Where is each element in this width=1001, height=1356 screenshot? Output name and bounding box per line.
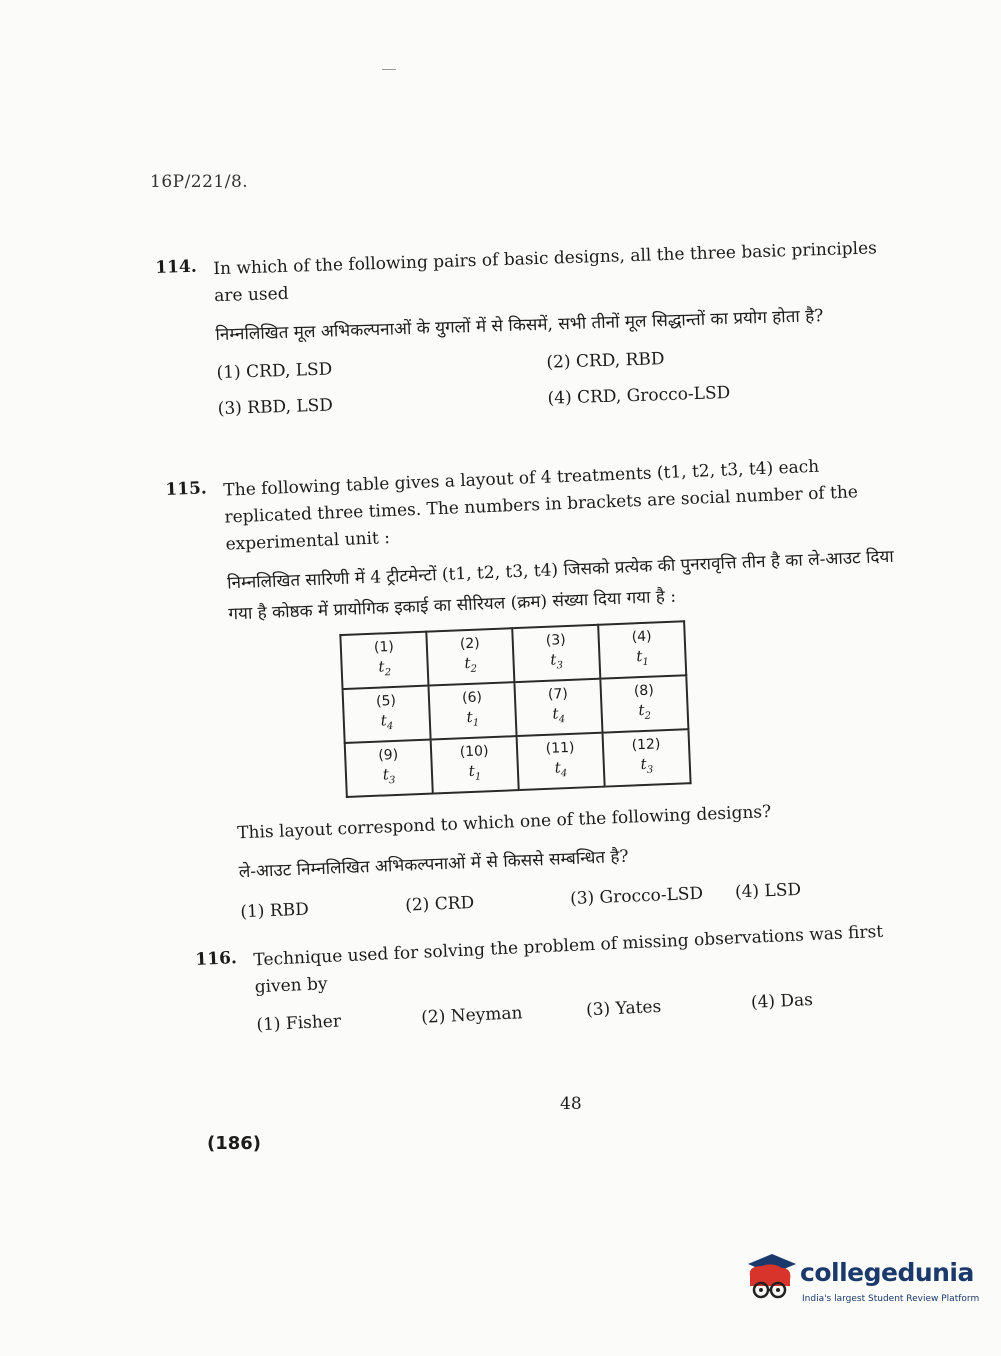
treatment-symbol: t <box>378 657 385 676</box>
treatment-label <box>431 706 514 734</box>
option-1: (1) RBD <box>240 899 310 923</box>
treatment-label <box>605 753 688 781</box>
question-number: 115. <box>165 478 208 500</box>
unit-serial-number: (4) <box>631 628 652 646</box>
unit-serial-number: (6) <box>461 689 483 707</box>
treatment-index: 3 <box>388 774 396 787</box>
treatment-index: 4 <box>386 721 394 733</box>
unit-serial-number: (7) <box>547 686 569 703</box>
table-cell <box>426 628 514 685</box>
set-code: (186) <box>207 1133 262 1154</box>
option-3: (3) Grocco-LSD <box>569 883 704 910</box>
treatment-label <box>343 656 426 684</box>
treatment-label <box>520 757 603 785</box>
option-4: (4) LSD <box>734 879 802 903</box>
option-1: (1) Fisher <box>256 1011 342 1036</box>
treatment-symbol: t <box>466 707 473 727</box>
unit-serial-number: (10) <box>459 743 489 761</box>
treatment-index: 1 <box>642 656 650 668</box>
unit-serial-number: (8) <box>633 682 655 700</box>
table-cell <box>514 679 602 736</box>
page-number: 48 <box>560 1094 582 1114</box>
paper-code: 16P/221/8. <box>150 172 249 192</box>
treatment-index: 1 <box>472 717 480 729</box>
treatment-layout-table <box>339 620 691 798</box>
treatment-label <box>601 645 684 673</box>
option-2: (2) CRD <box>404 892 475 916</box>
unit-serial-number: (9) <box>377 746 399 764</box>
treatment-label <box>345 710 428 738</box>
table-cell <box>602 729 690 786</box>
treatment-symbol: t <box>638 700 645 720</box>
treatment-index: 1 <box>474 771 482 783</box>
question-116 <box>195 916 938 1037</box>
treatment-symbol: t <box>640 754 647 774</box>
question-115 <box>165 450 922 924</box>
unit-serial-number: (12) <box>631 736 661 754</box>
treatment-index: 2 <box>644 710 652 722</box>
top-dash <box>382 69 396 70</box>
treatment-index: 2 <box>384 667 392 679</box>
unit-serial-number: (3) <box>545 632 566 649</box>
table-cell <box>512 625 600 682</box>
option-1: (1) CRD, LSD <box>216 359 333 384</box>
treatment-index: 4 <box>558 714 566 726</box>
option-4: (4) CRD, Grocco-LSD <box>547 383 731 409</box>
options <box>216 342 894 419</box>
question-text-hi: निम्नलिखित सारिणी में 4 ट्रीटमेन्टों (t1, t2, t3, t4) जिसको प्रत्येक की पुनरावृत्ति तीन है का ले-आउट दिया गया है कोष्ठक में प्रायोगिक इकाई का सीरियल (क्रम) संख्या दिया गया है : <box>226 546 895 625</box>
treatment-symbol: t <box>549 650 557 669</box>
table-cell <box>428 682 516 739</box>
treatment-symbol: t <box>464 653 471 673</box>
treatment-index: 2 <box>470 663 478 675</box>
question-number: 116. <box>195 948 238 970</box>
treatment-symbol: t <box>554 758 562 777</box>
collegedunia-logo <box>742 1252 980 1312</box>
treatment-symbol: t <box>635 646 643 666</box>
follow-up-text-hi: ले-आउट निम्नलिखित अभिकल्पनाओं में से किससे सम्बन्धित है? <box>238 846 629 883</box>
follow-up-text-en: This layout correspond to which one of the following designs? <box>236 801 772 844</box>
unit-serial-number: (2) <box>459 635 481 653</box>
table-cell <box>343 686 431 743</box>
treatment-label <box>348 764 431 792</box>
treatment-index: 4 <box>560 768 568 780</box>
treatment-symbol: t <box>382 765 390 784</box>
treatment-index: 3 <box>556 660 564 672</box>
treatment-symbol: t <box>380 711 388 730</box>
student-mascot-icon <box>742 1252 800 1312</box>
table-cell <box>517 733 605 790</box>
question-text-en: Technique used for solving the problem of missing observations was first given by <box>253 921 884 998</box>
unit-serial-number: (5) <box>375 692 397 710</box>
table-cell <box>600 675 688 732</box>
option-4: (4) Das <box>750 990 814 1013</box>
question-text-hi: निम्नलिखित मूल अभिकल्पनाओं के युगलों में से किसमें, सभी तीनों मूल सिद्धान्तों का प्रयोग होता है? <box>215 306 824 346</box>
question-text-en: In which of the following pairs of basic designs, all the three basic principles are used <box>213 238 878 307</box>
table-cell <box>345 740 433 797</box>
treatment-label <box>434 760 517 788</box>
unit-serial-number: (1) <box>373 638 395 656</box>
option-2: (2) Neyman <box>420 1003 523 1028</box>
treatment-symbol: t <box>468 761 476 781</box>
table-cell <box>598 621 686 678</box>
option-3: (3) RBD, LSD <box>217 395 334 420</box>
question-number: 114. <box>155 256 198 278</box>
question-114 <box>155 235 895 421</box>
option-2: (2) CRD, RBD <box>546 349 665 373</box>
treatment-label <box>603 699 686 727</box>
unit-serial-number: (11) <box>545 739 575 757</box>
treatment-symbol: t <box>552 704 559 723</box>
table-cell <box>340 632 428 689</box>
logo-tagline: India's largest Student Review Platform <box>802 1294 980 1304</box>
treatment-label <box>517 703 600 731</box>
treatment-label <box>515 649 598 677</box>
treatment-label <box>429 652 512 680</box>
question-text-en: The following table gives a layout of 4 treatments (t1, t2, t3, t4) each replicated three times. The numbers in brackets are social number of the experimental unit : <box>223 456 859 555</box>
treatment-index: 3 <box>646 764 654 776</box>
table-cell <box>431 736 519 793</box>
logo-name: collegedunia <box>800 1258 974 1287</box>
option-3: (3) Yates <box>585 996 662 1021</box>
